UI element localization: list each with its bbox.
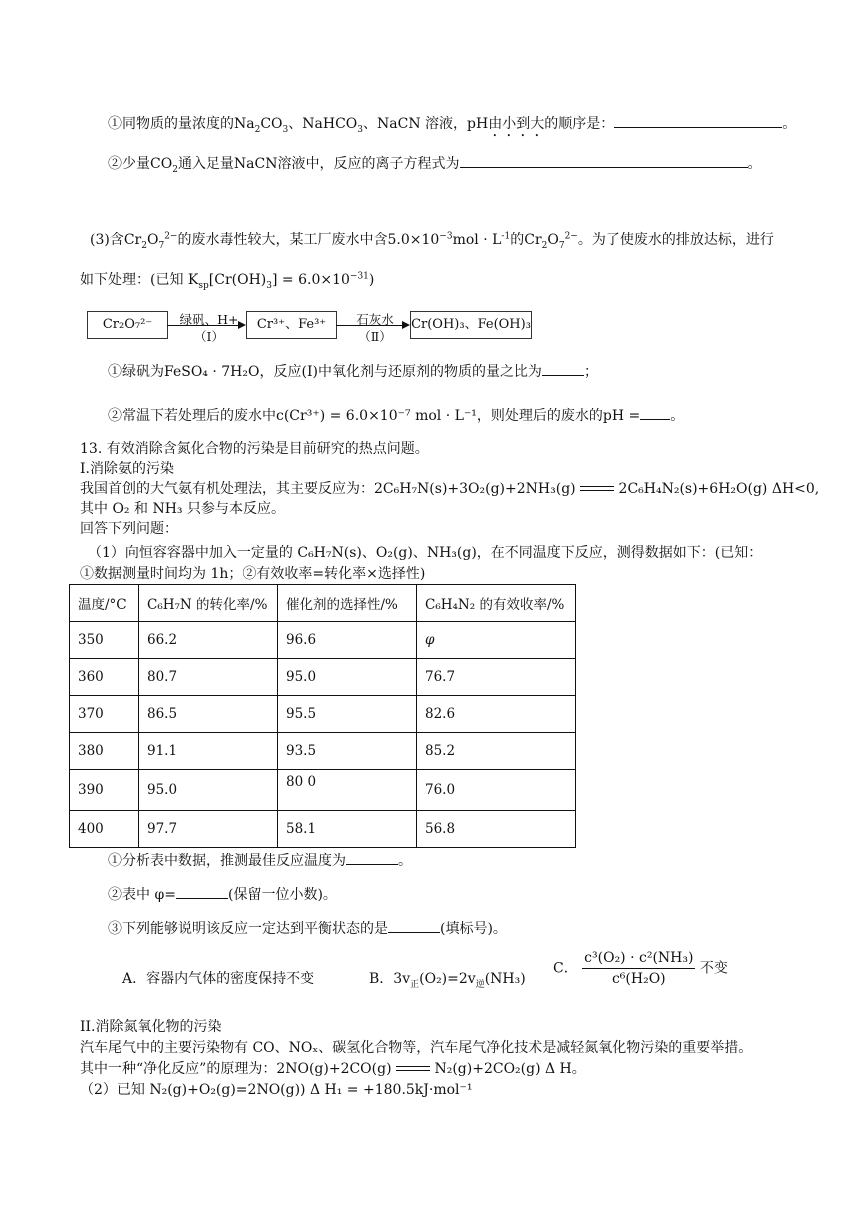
option-a: A．容器内气体的密度保持不变 <box>122 971 315 987</box>
equilibrium-arrow-icon <box>396 1064 430 1074</box>
q12-item1: ①同物质的量浓度的$Na_2CO_3$、NaHCO$_3$、NaCN 溶液，pH由小到大的顺序是： 。 <box>108 116 797 135</box>
flow-box-ions: Cr³⁺、Fe³⁺ <box>246 311 337 339</box>
table-cell: 56.8 <box>417 811 576 848</box>
q13-intro-line2: 其中 O₂ 和 NH₃ 只参与本反应。 <box>80 501 285 517</box>
equilibrium-fraction: $\frac{\text{c³(O₂) · c²(NH₃)}}{\text{c⁶(H₂O)}}$ <box>584 950 694 987</box>
flow-box-dichromate: Cr₂O₇²⁻ <box>87 311 168 339</box>
table-cell: 80.7 <box>139 659 278 696</box>
table-cell: 390 <box>70 770 139 811</box>
section-heading-2: II.消除氮氧化物的污染 <box>80 1019 222 1035</box>
section2-line1: 汽车尾气中的主要污染物有 CO、NOₓ、碳氢化合物等，汽车尾气净化技术是减轻氮氧化物污染的重要举措。 <box>80 1040 753 1056</box>
section-heading-1: I.消除氨的污染 <box>80 461 174 477</box>
q12-sub1: ①绿矾为FeSO₄ · 7H₂O，反应(Ⅰ)中氧化剂与还原剂的物质的量之比为 ； <box>108 364 598 380</box>
flow-arrow2-top-label: 石灰水 <box>356 312 394 327</box>
table-cell: 370 <box>70 696 139 733</box>
table-cell: 400 <box>70 811 139 848</box>
answer-blank[interactable] <box>176 898 228 899</box>
flow-arrow1-top-label: 绿矾、H+ <box>179 312 239 327</box>
flow-arrow1-bottom-label: （Ⅰ） <box>194 329 224 344</box>
table-row <box>70 770 576 811</box>
table-cell: 58.1 <box>278 811 417 848</box>
answer-blank[interactable] <box>640 419 670 420</box>
table-header-row <box>70 585 576 622</box>
q13-sub2: ②表中 φ= (保留一位小数)。 <box>108 887 337 903</box>
table-cell: 86.5 <box>139 696 278 733</box>
table-cell: 80 0 <box>278 770 417 811</box>
equilibrium-arrow-icon <box>580 484 614 494</box>
q13-title: 13. 有效消除含氮化合物的污染是目前研究的热点问题。 <box>80 441 429 457</box>
table-cell: 66.2 <box>139 622 278 659</box>
table-header-cell: C₆H₄N₂ 的有效收率/% <box>417 585 576 622</box>
table-cell: 97.7 <box>139 811 278 848</box>
table-cell: φ <box>417 622 576 659</box>
answer-blank[interactable] <box>388 932 440 933</box>
flow-box-hydroxides: Cr(OH)₃、Fe(OH)₃ <box>410 311 532 339</box>
table-cell: 360 <box>70 659 139 696</box>
q12-part3-line1: (3)含$Cr_2O_7^{2-}$的废水毒性较大，某工厂废水中含$5.0\times 10^{-3}mol \cdot L^{-1}$的$Cr_2O_7^{2-}$。为了使废水的排放达标，进行 <box>90 231 774 251</box>
table-cell: 380 <box>70 733 139 770</box>
table-cell: 76.7 <box>417 659 576 696</box>
table-cell: 96.6 <box>278 622 417 659</box>
flow-arrow1 <box>167 325 239 326</box>
table-header-cell: 催化剂的选择性/% <box>278 585 417 622</box>
section2-line2: 其中一种“净化反应”的原理为：2NO(g)+2CO(g) N₂(g)+2CO₂(g) Δ H。 <box>80 1061 586 1077</box>
answer-blank[interactable] <box>542 375 584 376</box>
q13-part1-line2: ①数据测量时间均为 1h；②有效收率=转化率×选择性) <box>80 566 426 582</box>
q13-sub3: ③下列能够说明该反应一定达到平衡状态的是 (填标号)。 <box>108 921 507 937</box>
table-row <box>70 622 576 659</box>
q13-sub1: ①分析表中数据，推测最佳反应温度为 。 <box>108 853 412 869</box>
answer-blank[interactable] <box>346 864 398 865</box>
table-header-cell: C₆H₇N 的转化率/% <box>139 585 278 622</box>
option-b: B．$3v_正(O_2)=2v_逆(NH_3)$ <box>369 971 526 990</box>
q13-part1-line1: （1）向恒容容器中加入一定量的 C₆H₇N(s)、O₂(g)、NH₃(g)，在不同温度下反应，测得数据如下：(已知： <box>88 545 763 561</box>
data-table <box>69 584 576 848</box>
table-row <box>70 811 576 848</box>
flow-arrow2 <box>336 325 403 326</box>
q13-intro-line1: 我国首创的大气氨有机处理法，其主要反应为：2C₆H₇N(s)+3O₂(g)+2NH₃(g) 2C₆H₄N₂(s)+6H₂O(g) ΔH<0, <box>80 481 820 497</box>
table-cell: 91.1 <box>139 733 278 770</box>
table-cell: 95.0 <box>139 770 278 811</box>
answer-blank[interactable] <box>614 127 782 128</box>
table-cell: 95.5 <box>278 696 417 733</box>
emphasized-text: 由小到大 <box>488 116 545 132</box>
table-cell: 82.6 <box>417 696 576 733</box>
table-row <box>70 659 576 696</box>
answer-prompt: 回答下列问题： <box>80 521 178 537</box>
table-cell: 93.5 <box>278 733 417 770</box>
q12-item2: ②少量$CO_2$通入足量NaCN溶液中，反应的离子方程式为 。 <box>108 156 762 175</box>
answer-blank[interactable] <box>460 167 748 168</box>
table-cell: 85.2 <box>417 733 576 770</box>
q12-part3-line2: 如下处理：(已知 $K_{sp}[Cr(OH)_3] = 6.0\times 10^{-31}$) <box>80 271 375 291</box>
option-c: C． $\frac{\text{c³(O₂) · c²(NH₃)}}{\text{c⁶(H₂O)}}$ 不变 <box>553 950 728 987</box>
q13-part2: （2）已知 N₂(g)+O₂(g)=2NO(g)) Δ H₁ = +180.5kJ·mol⁻¹ <box>80 1082 473 1098</box>
flow-arrow2-bottom-label: （Ⅱ） <box>358 329 392 344</box>
q12-sub2: ②常温下若处理后的废水中c(Cr³⁺) = 6.0×10⁻⁷ mol · L⁻¹，则处理后的废水的pH = 。 <box>108 408 685 424</box>
table-cell: 76.0 <box>417 770 576 811</box>
table-row <box>70 696 576 733</box>
table-cell: 95.0 <box>278 659 417 696</box>
table-cell: 350 <box>70 622 139 659</box>
table-row <box>70 733 576 770</box>
table-header-cell: 温度/°C <box>70 585 139 622</box>
